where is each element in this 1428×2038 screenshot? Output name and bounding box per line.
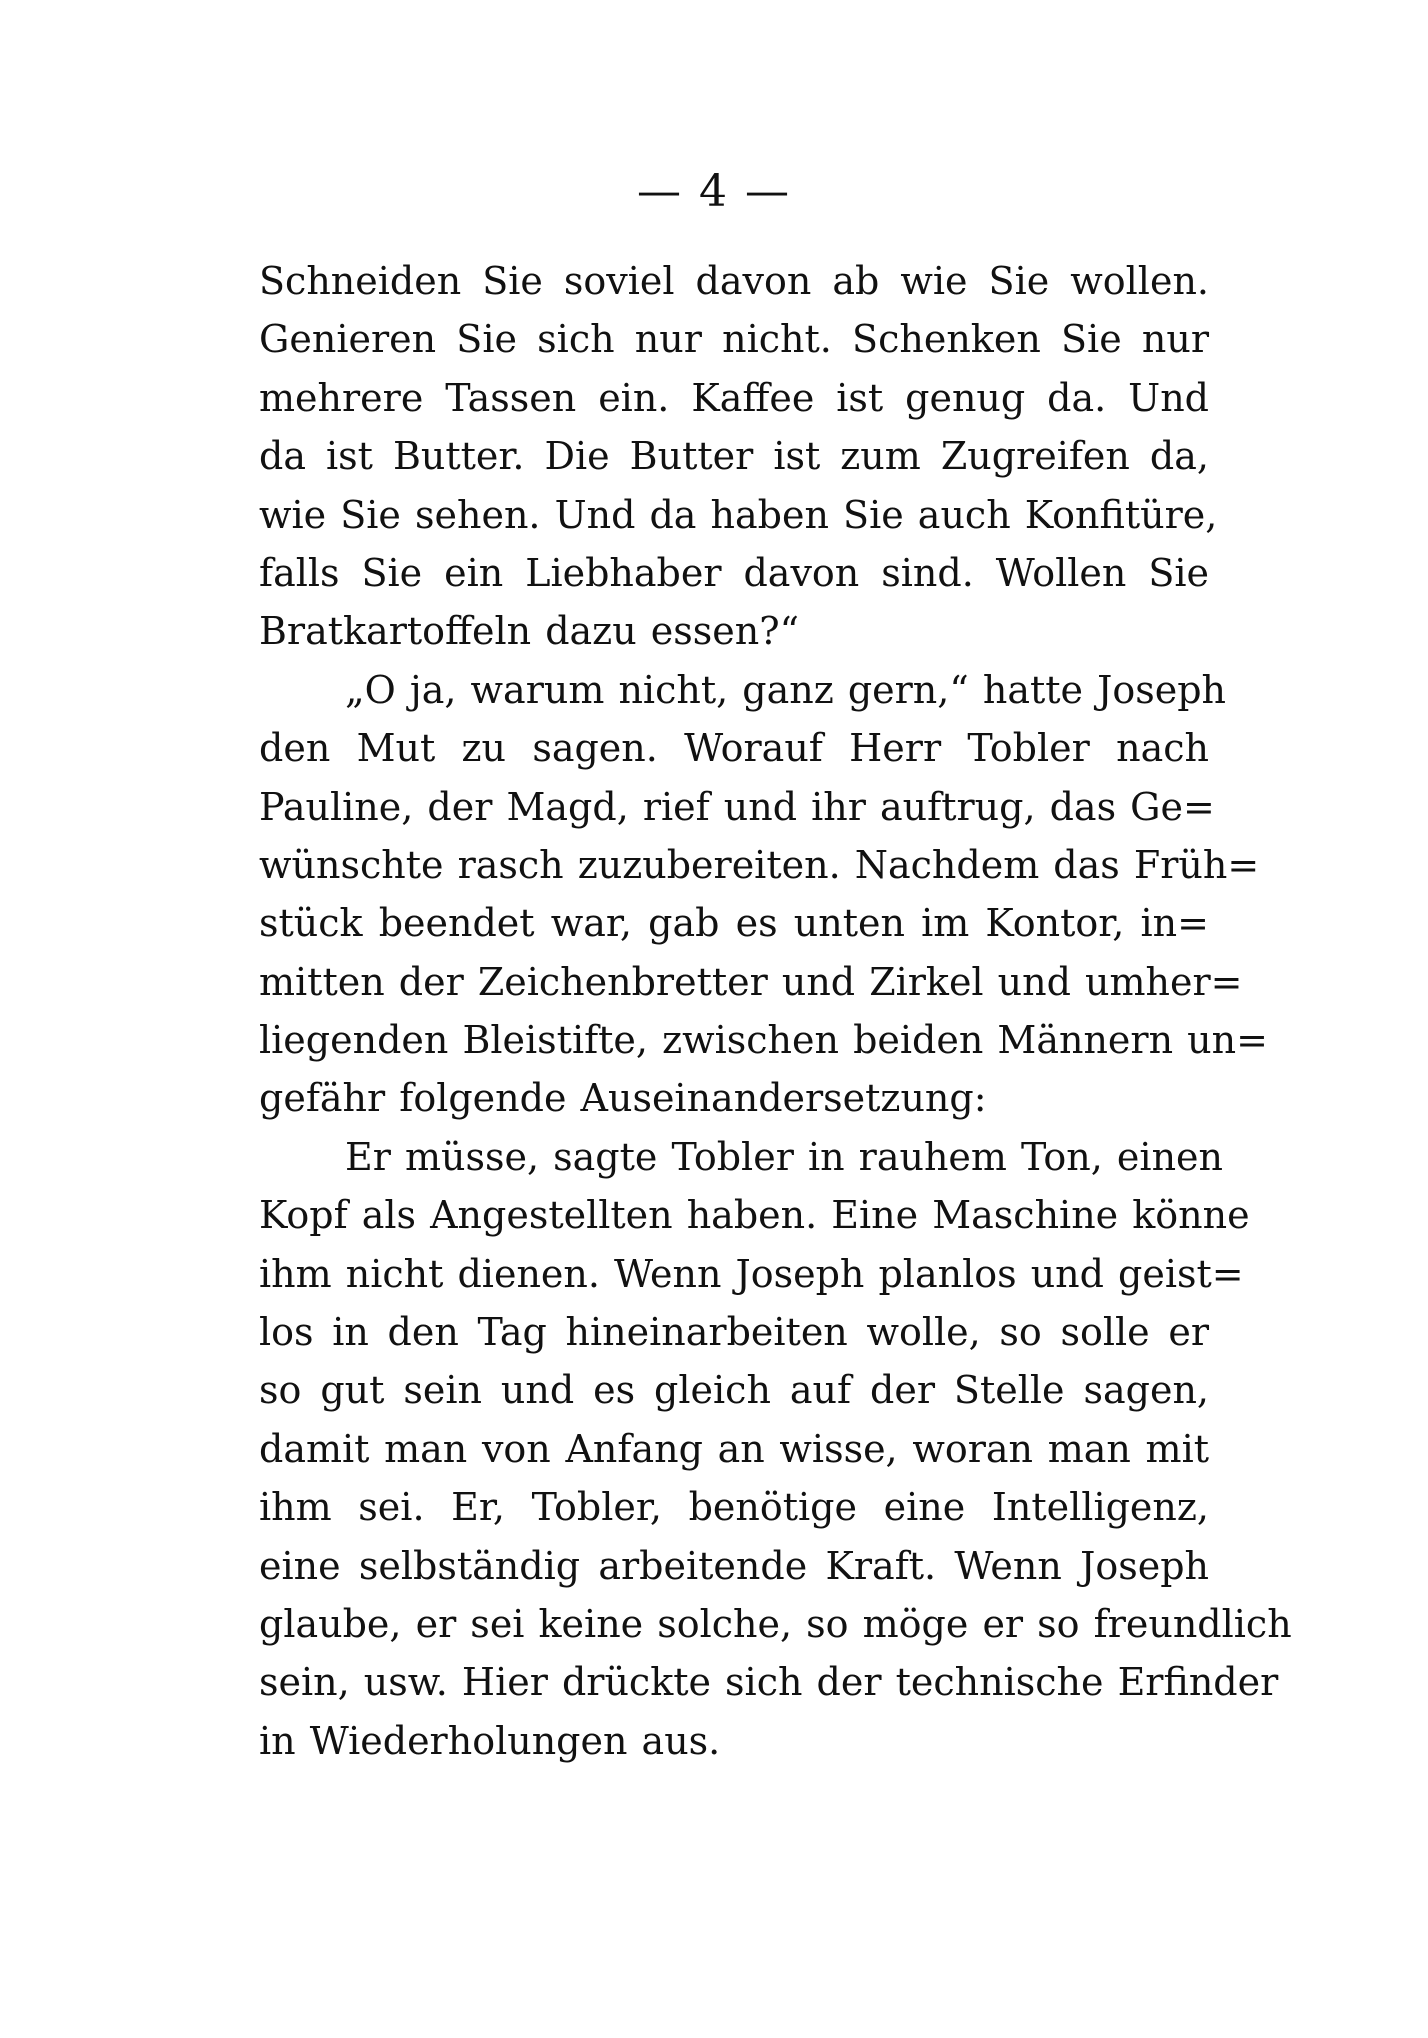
text-line: Pauline, der Magd, rief und ihr auftrug, das Ge= xyxy=(259,784,1215,829)
text-line: mehrere Tassen ein. Kaffee ist genug da. Und xyxy=(259,375,1209,420)
text-line: ihm sei. Er, Tobler, benötige eine Intelligenz, xyxy=(259,1485,1209,1530)
text-line: „O ja, warum nicht, ganz gern,“ hatte Joseph xyxy=(345,667,1226,712)
text-line: ihm nicht dienen. Wenn Joseph planlos und geist= xyxy=(259,1251,1244,1296)
text-line: Bratkartoffeln dazu essen?“ xyxy=(259,609,800,654)
text-line: in Wiederholungen aus. xyxy=(259,1718,721,1763)
text-line: sein, usw. Hier drückte sich der technische Erfinder xyxy=(259,1660,1279,1705)
text-line: damit man von Anfang an wisse, woran man mit xyxy=(259,1426,1209,1471)
text-line: falls Sie ein Liebhaber davon sind. Wollen Sie xyxy=(259,550,1209,595)
text-line: glaube, er sei keine solche, so möge er so freundlich xyxy=(259,1601,1292,1646)
text-line: Genieren Sie sich nur nicht. Schenken Sie nur xyxy=(259,317,1209,362)
text-line: mitten der Zeichenbretter und Zirkel und umher= xyxy=(259,959,1243,1004)
text-line: gefähr folgende Auseinandersetzung: xyxy=(259,1076,987,1121)
text-line: den Mut zu sagen. Worauf Herr Tobler nach xyxy=(259,726,1209,771)
page-number: — 4 — xyxy=(637,166,791,217)
text-line: los in den Tag hineinarbeiten wolle, so solle er xyxy=(259,1310,1209,1355)
text-line: da ist Butter. Die Butter ist zum Zugreifen da, xyxy=(259,434,1209,479)
text-line: stück beendet war, gab es unten im Kontor, in= xyxy=(259,901,1209,946)
text-line: Schneiden Sie soviel davon ab wie Sie wollen. xyxy=(259,259,1209,303)
text-line: Er müsse, sagte Tobler in rauhem Ton, einen xyxy=(345,1134,1223,1179)
text-line: so gut sein und es gleich auf der Stelle sagen, xyxy=(259,1368,1209,1413)
text-line: eine selbständig arbeitende Kraft. Wenn Joseph xyxy=(259,1543,1209,1588)
text-line: Kopf als Angestellten haben. Eine Maschine könne xyxy=(259,1193,1250,1238)
text-line: wünschte rasch zuzubereiten. Nachdem das Früh= xyxy=(259,842,1260,887)
text-line: wie Sie sehen. Und da haben Sie auch Konfitüre, xyxy=(259,492,1218,537)
body-text xyxy=(259,252,1292,1770)
text-line: liegenden Bleistifte, zwischen beiden Männern un= xyxy=(259,1018,1268,1063)
